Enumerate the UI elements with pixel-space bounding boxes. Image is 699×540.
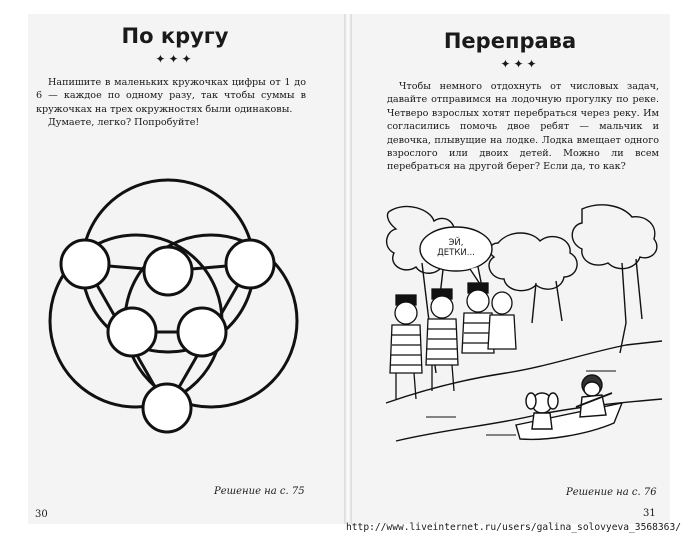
adult-figure-2 [426, 289, 458, 391]
left-page-title: По кругу [121, 24, 229, 48]
right-solution-reference: Решение на с. 76 [566, 487, 657, 498]
right-tree-trunk [620, 259, 642, 353]
small-circle-4 [108, 308, 156, 356]
right-tree-canopy [572, 205, 657, 269]
small-circle-2 [144, 247, 192, 295]
right-page-text [387, 80, 659, 174]
adult-figure-4 [488, 292, 516, 349]
small-circle-6 [143, 384, 191, 432]
puzzle-instructions: Напишите в маленьких кружочках цифры от 1 до 6 — каждое по одному разу, так чтобы суммы в кружочках на трех окружностях были одинаковы. [36, 77, 306, 115]
small-circle-1 [61, 240, 109, 288]
puzzle-encouragement: Думаете, легко? Попробуйте! [48, 117, 200, 129]
central-bush [489, 233, 577, 291]
speech-bubble-text: ЭЙ, ДЕТКИ... [437, 238, 475, 258]
river-crossing-task: Чтобы немного отдохнуть от числовых задач, давайте отправимся на лодочную прогулку по реке. Четверо взрослых хотят перебраться через реку. Им согласились помочь двое ребят — мальчик и девочка, плывущие на лодке. Лодка вмещает одного взрослого или двоих детей. Можно ли всем перебраться на другой берег? Если да, то как? [387, 81, 659, 173]
right-title-stars: ✦✦✦ [500, 57, 540, 71]
river-crossing-illustration [386, 203, 662, 455]
right-page-number: 31 [643, 508, 656, 519]
left-page-number: 30 [35, 509, 48, 520]
right-page-title: Переправа [443, 29, 577, 53]
adult-figure-1 [390, 295, 422, 399]
left-title-stars: ✦✦✦ [155, 52, 195, 66]
source-watermark-url[interactable]: http://www.liveinternet.ru/users/galina_solovyeva_3568363/ [346, 522, 682, 533]
left-solution-reference: Решение на с. 75 [214, 486, 305, 497]
small-circle-3 [226, 240, 274, 288]
small-circle-5 [178, 308, 226, 356]
